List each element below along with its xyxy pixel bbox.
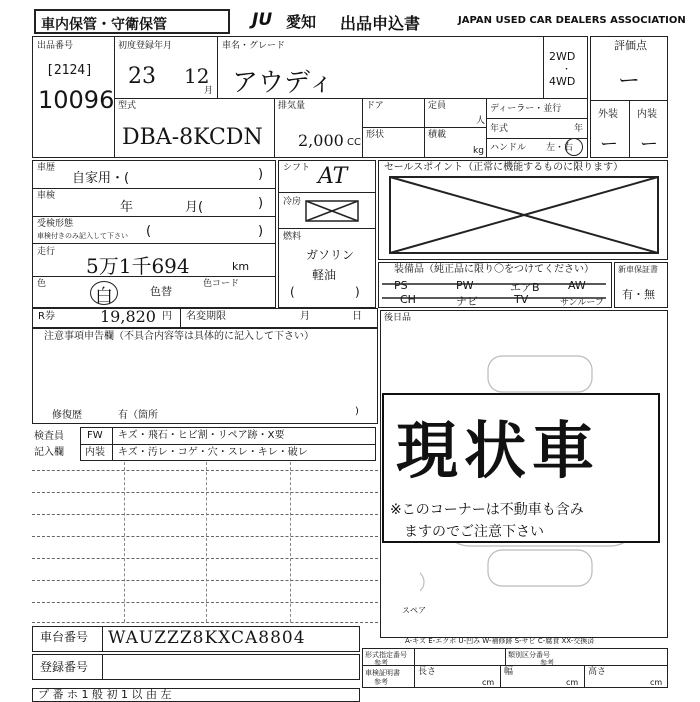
history-value: 自家用・( [72, 171, 130, 186]
as-is-note-line1: ※このコーナーは不動車も含み [390, 502, 584, 518]
shaken-month: 月( [185, 200, 204, 215]
dealer-label: ディーラー・並行 [490, 104, 562, 114]
as-is-stamp [382, 393, 660, 543]
form-title: 出品申込書 [340, 14, 421, 33]
drive-separator: ・ [562, 65, 572, 75]
as-is-note-line2: ますのでご注意下さい [404, 524, 544, 540]
year-unit: 年 [574, 124, 584, 134]
exterior-label: 外装 [598, 109, 618, 120]
color-value: 白 [95, 286, 113, 307]
displacement-unit: CC [347, 137, 361, 148]
registration-label: 初度登録年月 [118, 41, 173, 51]
recycle-unit: 円 [162, 311, 172, 322]
lot-code: [2124] [46, 63, 93, 78]
logo-text: 愛知 [286, 13, 317, 31]
capacity-label: 定員 [428, 101, 447, 111]
equipment-label: 装備品（純正品に限り〇をつけてください） [394, 264, 594, 275]
equip-tv: TV [514, 293, 529, 306]
bottom-strip-text: プ 番 ホ 1 般 初 1 以 由 左 [38, 688, 172, 701]
equip-pw: PW [456, 279, 474, 292]
handle-label: ハンドル [490, 143, 527, 153]
handle-value: 左・右 [546, 143, 574, 153]
acceptance-open: ( [146, 224, 152, 239]
fuel-gasoline: ガソリン [306, 248, 355, 262]
recycle-label: R券 [38, 311, 55, 322]
recycle-value: 19,820 [100, 307, 156, 326]
reg-number-label: 登録番号 [40, 660, 89, 674]
spec-length-label: 長さ [418, 667, 437, 677]
spec-height-label: 高さ [588, 667, 607, 677]
rear-items-label: 後日品 [384, 313, 412, 323]
equip-airbag: エアB [510, 281, 540, 294]
equip-ps: PS [394, 279, 408, 292]
notice-box [32, 328, 378, 424]
equip-sunroof: サンルーフ [560, 298, 604, 308]
selling-points-crossed-out [378, 174, 668, 259]
spec-shape-ref: 参考 [374, 659, 388, 667]
name-change-label: 名変期限 [186, 311, 226, 322]
fuel-open: ( [290, 285, 295, 299]
color-circle-mark [90, 281, 118, 305]
mileage-value: 5万1千694 [86, 254, 190, 278]
shift-label: シフト [283, 163, 311, 173]
ju-logo-mark: JU [252, 10, 273, 30]
vin-value: WAUZZZ8KXCA8804 [108, 628, 306, 648]
repair-close: ) [355, 406, 359, 417]
mileage-unit: km [232, 260, 250, 273]
model-value: DBA-8KCDN [122, 125, 263, 150]
association-name: JAPAN USED CAR DEALERS ASSOCIATION [458, 15, 686, 26]
selling-points-label: セールスポイント（正常に機能するものに限ります） [384, 162, 624, 173]
history-close: ) [258, 167, 264, 182]
spec-height-unit: cm [650, 678, 663, 687]
drive-2wd: 2WD [549, 50, 576, 63]
history-label: 車歴 [37, 163, 56, 173]
registration-year: 23 [128, 64, 156, 89]
storage-label-box [34, 9, 230, 34]
registration-month-unit: 月 [204, 86, 214, 96]
equipment-strike-lines [378, 276, 612, 306]
warranty-value: 有・無 [622, 288, 655, 301]
drive-4wd: 4WD [549, 75, 576, 88]
as-is-title: 現状車 [396, 414, 601, 487]
equip-ch: CH [400, 293, 416, 306]
interior-label: 内装 [637, 109, 657, 120]
equip-aw: AW [568, 279, 586, 292]
shaken-year: 年 [120, 200, 134, 215]
spec-class-label: 類別区分番号 [508, 651, 550, 659]
load-unit: kg [473, 146, 484, 156]
year-label: 年式 [490, 124, 509, 134]
acceptance-note: 車検付きのみ記入して下さい [37, 232, 128, 240]
inspector-label-1: 検査員 [34, 431, 64, 442]
shaken-label: 車検 [37, 191, 56, 201]
rating-label: 評価点 [614, 39, 647, 52]
fw-text: キズ・飛石・ヒビ割・リペア跡・X要 [118, 430, 285, 441]
spec-width-label: 幅 [504, 667, 514, 677]
car-name-value: アウディ [232, 68, 334, 98]
model-label: 型式 [118, 101, 137, 111]
fuel-close: ) [355, 285, 360, 299]
rating-score: ー [618, 69, 641, 94]
fuel-label: 燃料 [283, 232, 302, 242]
fw-label: FW [87, 430, 103, 441]
ju-logo [252, 10, 288, 32]
interior-inspect-label: 内装 [85, 447, 105, 458]
registration-month: 12 [184, 64, 210, 88]
door-label: ドア [366, 101, 384, 111]
capacity-unit: 人 [476, 116, 486, 126]
lot-label: 出品番号 [37, 41, 74, 51]
displacement-value: 2,000 [298, 131, 344, 150]
repair-value: 有（箇所 [118, 410, 158, 421]
spec-cert-label: 車検証明書 [365, 669, 400, 677]
fuel-diesel: 軽油 [312, 268, 337, 282]
spare-label: スペア [402, 606, 426, 615]
name-change-day: 日 [352, 311, 362, 322]
shift-value: AT [318, 164, 348, 189]
lot-number: 10096 [38, 86, 115, 114]
equip-navi: ナビ [456, 295, 478, 308]
load-label: 積載 [428, 130, 447, 140]
interior-score: ー [640, 134, 658, 155]
spec-shape-label: 形式指定番号 [365, 651, 407, 659]
color-change-label: 色替 [150, 285, 172, 298]
spec-cert-ref: 参考 [374, 678, 388, 686]
spec-length-unit: cm [482, 678, 495, 687]
shaken-close: ) [258, 196, 264, 211]
car-name-label: 車名・グレード [222, 41, 286, 51]
notice-label: 注意事項申告欄（不具合内容等は具体的に記入して下さい） [44, 331, 314, 342]
ac-label: 冷房 [283, 197, 302, 207]
repair-label: 修復歴 [52, 410, 82, 421]
acceptance-close: ) [258, 224, 264, 239]
acceptance-label: 受検形態 [37, 219, 74, 229]
warranty-label: 新車保証書 [618, 265, 658, 274]
mileage-label: 走行 [37, 247, 56, 257]
storage-label: 車内保管・守衛保管 [41, 17, 167, 33]
vin-label: 車台番号 [40, 630, 89, 644]
handle-circle-mark [565, 138, 583, 156]
displacement-label: 排気量 [278, 101, 306, 111]
spec-class-ref: 参考 [540, 659, 554, 667]
name-change-month: 月 [300, 311, 310, 322]
color-label: 色 [37, 279, 47, 289]
color-code-label: 色コード [203, 279, 240, 289]
shape-label: 形状 [366, 130, 385, 140]
spec-width-unit: cm [566, 678, 579, 687]
ac-crossed-out [300, 195, 364, 227]
exterior-score: ー [600, 134, 618, 155]
inspector-label-2: 記入欄 [34, 447, 64, 458]
interior-inspect-text: キズ・汚レ・コゲ・穴・スレ・キレ・破レ [118, 447, 308, 458]
damage-legend: A-キズ E-エクボ U-凹み W-補修跡 S-サビ C-腐食 XX-交換済 [405, 637, 595, 645]
